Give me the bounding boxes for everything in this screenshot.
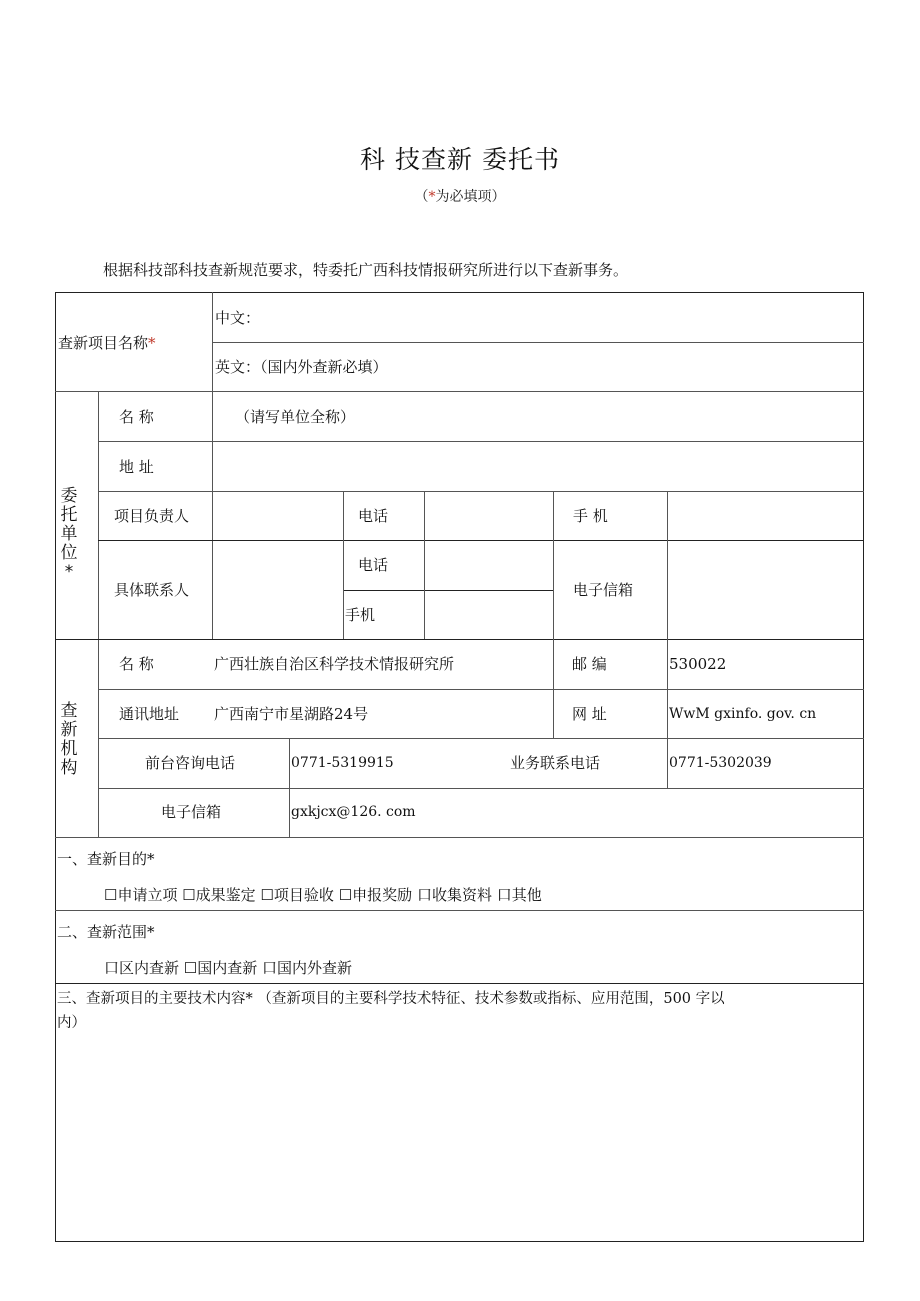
project-name-chinese-label: 中文： [215,309,261,327]
leader-phone-label: 电话 [358,507,389,525]
purpose-option-apply[interactable]: ☐申请立项 [104,886,178,904]
divider [98,441,864,442]
project-name-english-input[interactable] [420,345,860,389]
leader-mobile-label: 手 机 [573,507,608,525]
divider [55,983,864,984]
business-phone-label: 业务联系电话 [510,754,601,772]
leader-mobile-input[interactable] [670,494,860,537]
contact-phone-label: 电话 [358,556,389,574]
leader-input[interactable] [215,494,340,537]
divider [98,540,864,541]
postcode-value: 530022 [669,655,727,673]
divider [553,491,554,738]
purpose-option-collect[interactable]: 口收集资料 [416,886,492,904]
contact-email-input[interactable] [670,543,860,636]
divider [98,491,864,492]
agency-section-label: 查 新 机 构 [60,701,78,778]
divider [343,590,553,591]
divider [424,491,425,639]
client-address-input[interactable] [215,444,860,488]
contact-input[interactable] [215,543,340,636]
required-star: * [148,334,156,352]
purpose-options [104,885,542,905]
required-note-open: （ [414,189,429,205]
required-star: * [428,189,436,205]
purpose-heading: 一、查新目的* [57,850,155,868]
scope-heading: 二、查新范围* [57,923,155,941]
scope-options [104,958,352,978]
divider [667,491,668,788]
content-textarea[interactable] [58,1040,860,1238]
content-heading-line1: 三、查新项目的主要技术内容* （查新项目的主要科学技术特征、技术参数或指标、应用范围，500 字以 [57,991,725,1007]
contact-mobile-label: 手机 [345,606,376,624]
contact-mobile-input[interactable] [427,593,550,636]
leader-phone-input[interactable] [427,494,550,537]
front-phone-label: 前台咨询电话 [145,754,236,772]
required-note [0,186,920,206]
purpose-option-acceptance[interactable]: ☐项目验收 [260,886,334,904]
front-phone-value: 0771-5319915 [291,755,394,771]
website-value: WwM gxinfo. gov. cn [669,706,817,722]
contact-email-label: 电子信箱 [573,581,634,599]
agency-name-value: 广西壮族自治区科学技术情报研究所 [214,655,455,673]
divider [98,689,864,690]
client-address-label: 地 址 [119,458,154,476]
project-name-chinese-input[interactable] [262,295,860,340]
divider [212,342,864,343]
postcode-label: 邮 编 [572,655,607,673]
intro-paragraph: 根据科技部科技查新规范要求，特委托广西科技情报研究所进行以下查新事务。 [103,261,629,279]
purpose-option-award[interactable]: ☐申报奖励 [338,886,413,904]
agency-address-label: 通讯地址 [119,705,180,723]
project-name-label: 查新项目名称* [58,334,156,352]
divider [98,391,99,837]
client-name-label: 名 称 [119,408,154,426]
agency-email-value: gxkjcx@126. com [291,804,416,820]
divider [55,837,864,838]
divider [55,910,864,911]
scope-option-domestic[interactable]: ☐国内查新 [183,959,258,977]
content-heading-line2: 内） [57,1015,86,1031]
divider [55,639,864,640]
website-label: 网 址 [572,705,607,723]
divider [289,738,290,837]
agency-email-label: 电子信箱 [161,803,222,821]
project-name-english-label: 英文：（国内外查新必填） [215,358,388,376]
agency-name-label: 名 称 [119,655,154,673]
divider [343,491,344,639]
table-border-right [863,292,864,1242]
business-phone-value: 0771-5302039 [669,755,772,771]
document-title: 科 技查新 委托书 [360,145,560,174]
divider [212,292,213,639]
purpose-option-other[interactable]: 口其他 [496,886,542,904]
leader-label: 项目负责人 [114,507,190,525]
required-note-text: 为必填项） [435,189,506,205]
client-name-input[interactable]: （请写单位全称） [235,408,356,426]
divider [98,738,864,739]
client-section-label: 委 托 单 位 * [60,486,78,582]
purpose-option-appraisal[interactable]: ☐成果鉴定 [182,886,256,904]
scope-option-international[interactable]: 口国内外查新 [262,959,353,977]
table-border-left [55,292,56,1242]
contact-label: 具体联系人 [114,581,190,599]
scope-option-region[interactable]: 口区内查新 [104,959,180,977]
agency-address-value: 广西南宁市星湖路24号 [214,705,369,723]
table-border-top [55,292,864,293]
contact-phone-input[interactable] [427,543,550,587]
table-border-bottom [55,1241,864,1242]
divider [55,391,864,392]
divider [98,788,864,789]
